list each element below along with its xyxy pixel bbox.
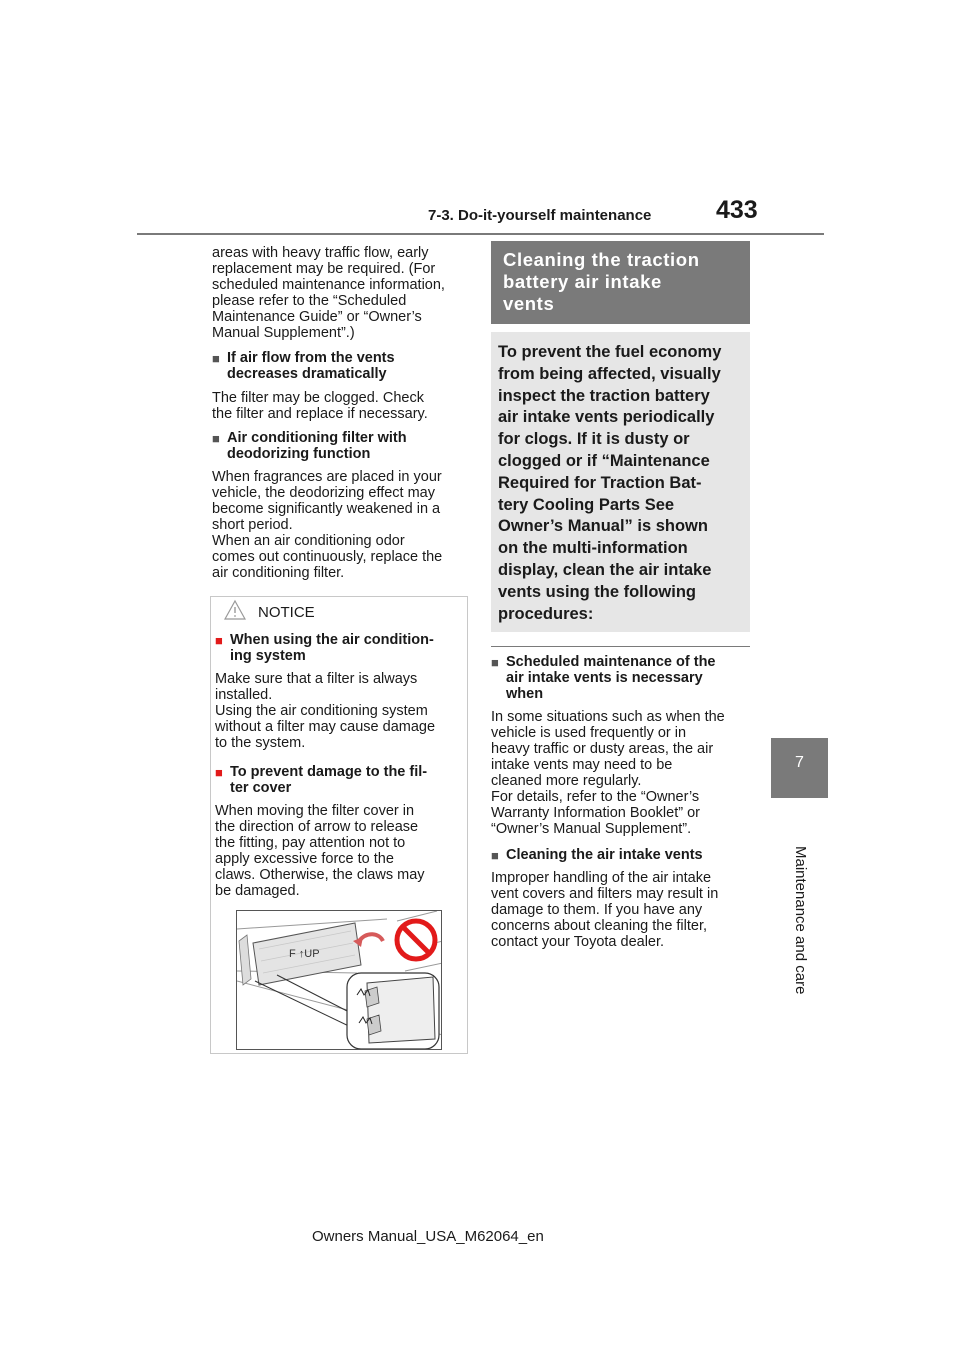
airflow-heading — [212, 350, 395, 382]
text-line: the fitting, pay attention not to — [215, 835, 406, 851]
text-line: from being affected, visually — [498, 364, 721, 383]
header-divider — [137, 233, 824, 235]
heading-line: deodorizing function — [227, 446, 371, 462]
text-line: procedures: — [498, 604, 594, 623]
text-line: vehicle is used frequently or in — [491, 725, 687, 741]
text-line: become significantly weakened in a — [212, 501, 441, 517]
section-divider — [491, 646, 750, 647]
text-line: To prevent the fuel economy — [498, 343, 722, 361]
text-line: be damaged. — [215, 883, 300, 899]
text-line: to the system. — [215, 735, 306, 751]
text-line: vents using the following — [498, 582, 696, 601]
text-line: vehicle, the deodorizing effect may — [212, 485, 436, 501]
text-line: “Owner’s Manual Supplement”. — [491, 821, 692, 837]
text-line: tery Cooling Parts See — [498, 495, 675, 514]
heading-line: vents — [503, 293, 555, 314]
text-line: heavy traffic or dusty areas, the air — [491, 741, 714, 757]
prohibited-icon — [393, 917, 439, 963]
notice-item2-heading — [215, 764, 427, 796]
text-line: In some situations such as when the — [491, 709, 725, 725]
notice-title: NOTICE — [258, 604, 315, 621]
text-line: The filter may be clogged. Check — [212, 390, 424, 406]
chapter-tab-number: 7 — [795, 754, 804, 771]
heading-line: when — [506, 686, 544, 702]
bullet-square-icon: ■ — [215, 633, 223, 648]
text-line: for clogs. If it is dusty or — [498, 430, 690, 449]
heading-line: If air flow from the vents — [227, 350, 395, 366]
heading-line: Cleaning the air intake vents — [506, 847, 703, 863]
text-line: Required for Traction Bat- — [498, 473, 702, 492]
text-line: please refer to the “Scheduled — [212, 293, 407, 309]
airflow-body — [212, 390, 428, 422]
text-line: When fragrances are placed in your — [212, 469, 442, 485]
text-line: For details, refer to the “Owner’s — [491, 789, 700, 805]
filter-cover-illustration — [236, 910, 442, 1050]
bullet-square-icon: ■ — [212, 351, 220, 366]
text-line: Maintenance Guide” or “Owner’s — [212, 309, 422, 325]
footer-text: Owners Manual_USA_M62064_en — [312, 1228, 544, 1245]
text-line: the direction of arrow to release — [215, 819, 419, 835]
heading-line: air intake vents is necessary — [506, 670, 703, 686]
heading-line: To prevent damage to the fil- — [230, 764, 428, 780]
filter-up-label: F ↑UP — [289, 948, 320, 960]
heading-line: decreases dramatically — [227, 366, 387, 382]
text-line: air intake vents periodically — [498, 408, 715, 427]
deodorizing-heading — [212, 430, 407, 462]
scheduled-heading — [491, 654, 716, 702]
text-line: display, clean the air intake — [498, 560, 712, 579]
text-line: without a filter may cause damage — [215, 719, 436, 735]
heading-line: ter cover — [230, 780, 292, 796]
text-line: cleaned more regularly. — [491, 773, 642, 789]
text-line: vent covers and filters may result in — [491, 886, 719, 902]
chapter-tab-label: Maintenance and care — [792, 846, 809, 995]
heading-line: battery air intake — [503, 271, 662, 292]
intro-paragraph — [212, 245, 445, 341]
text-line: scheduled maintenance information, — [212, 277, 445, 293]
text-line: When moving the filter cover in — [215, 803, 415, 819]
text-line: concerns about cleaning the filter, — [491, 918, 708, 934]
page-number: 433 — [716, 196, 758, 224]
heading-line: ing system — [230, 648, 306, 664]
heading-line: Air conditioning filter with — [227, 430, 407, 446]
text-line: Using the air conditioning system — [215, 703, 428, 719]
text-line: damage to them. If you have any — [491, 902, 703, 918]
notice-item1-body — [215, 671, 435, 751]
text-line: contact your Toyota dealer. — [491, 934, 665, 950]
text-line: inspect the traction battery — [498, 386, 710, 405]
warning-triangle-icon — [224, 599, 246, 621]
bullet-square-icon: ■ — [212, 431, 220, 446]
text-line: Manual Supplement”.) — [212, 325, 355, 341]
deodorizing-body — [212, 469, 442, 581]
section-intro — [498, 342, 721, 625]
text-line: on the multi-information — [498, 539, 688, 558]
cleaning-body — [491, 870, 718, 950]
notice-item1-heading — [215, 632, 434, 664]
text-line: comes out continuously, replace the — [212, 549, 443, 565]
text-line: Owner’s Manual” is shown — [498, 517, 708, 536]
text-line: the filter and replace if necessary. — [212, 406, 428, 422]
text-line: clogged or if “Maintenance — [498, 451, 710, 470]
text-line: replacement may be required. (For — [212, 261, 436, 277]
text-line: air conditioning filter. — [212, 565, 345, 581]
section-title: 7-3. Do-it-yourself maintenance — [428, 207, 652, 224]
scheduled-body — [491, 709, 725, 837]
text-line: claws. Otherwise, the claws may — [215, 867, 425, 883]
text-line: Warranty Information Booklet” or — [491, 805, 700, 821]
heading-line: Scheduled maintenance of the — [506, 654, 716, 670]
text-line: Make sure that a filter is always — [215, 671, 418, 687]
text-line: Improper handling of the air intake — [491, 870, 712, 886]
section-heading — [503, 249, 700, 315]
text-line: short period. — [212, 517, 293, 533]
text-line: intake vents may need to be — [491, 757, 673, 773]
heading-line: Cleaning the traction — [503, 249, 700, 270]
cleaning-heading — [491, 847, 703, 863]
heading-line: When using the air condition- — [230, 632, 434, 648]
text-line: When an air conditioning odor — [212, 533, 405, 549]
text-line: installed. — [215, 687, 273, 703]
text-line: apply excessive force to the — [215, 851, 394, 867]
text-line: areas with heavy traffic flow, early — [212, 245, 429, 261]
notice-item2-body — [215, 803, 425, 899]
bullet-square-icon: ■ — [215, 765, 223, 780]
bullet-square-icon: ■ — [491, 655, 499, 670]
bullet-square-icon: ■ — [491, 848, 499, 863]
